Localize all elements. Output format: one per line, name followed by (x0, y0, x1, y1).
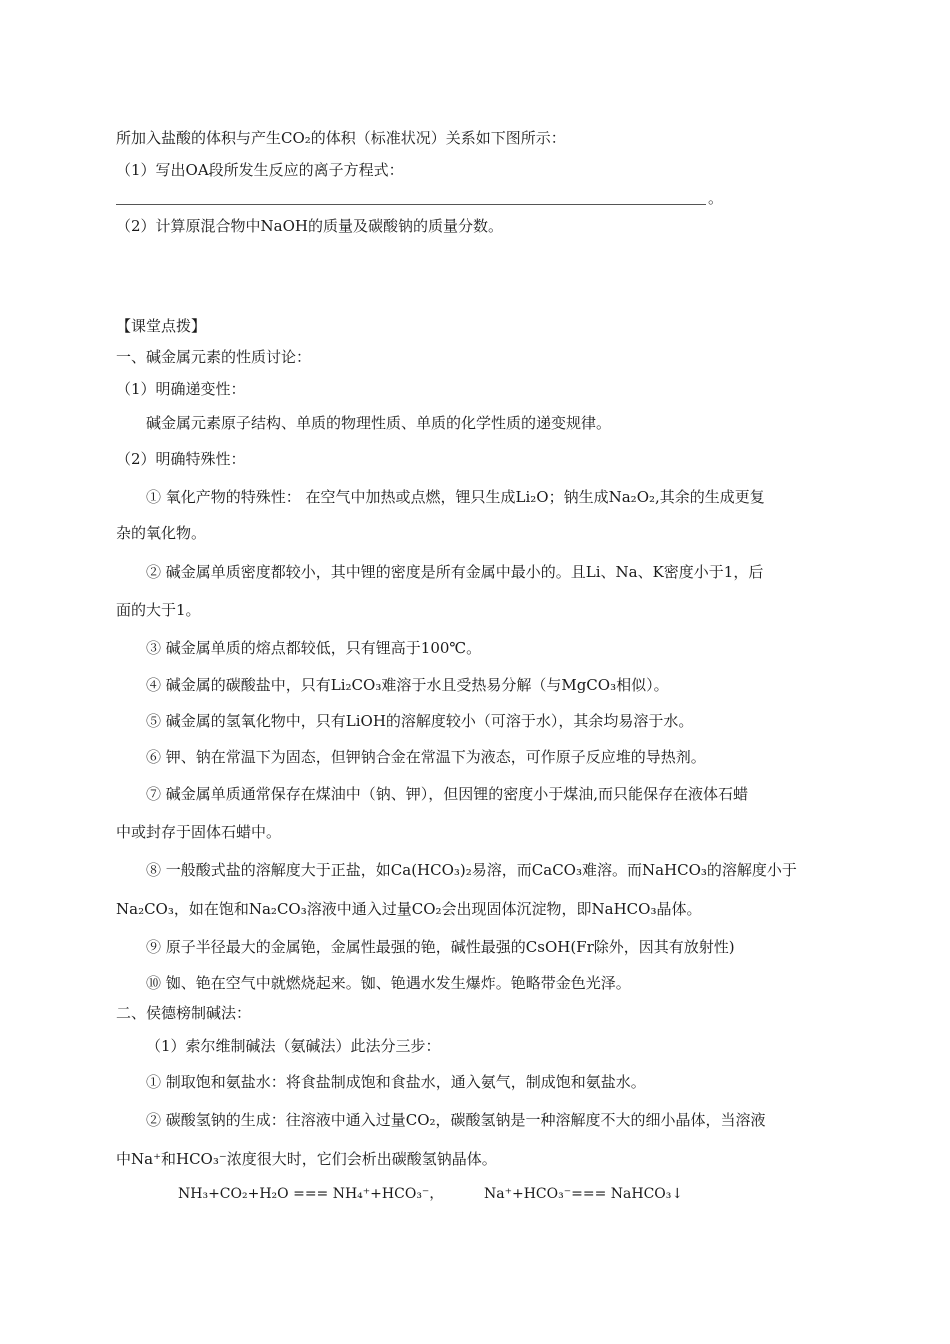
equation-bicarbonate: Na⁺+HCO₃⁻=== NaHCO₃↓ (484, 1186, 684, 1202)
part2-point: ① 制取饱和氨盐水：将食盐制成饱和食盐水，通入氨气，制成饱和氨盐水。 (146, 1073, 646, 1091)
period-mark: 。 (708, 189, 724, 207)
answer-blank-line[interactable] (116, 204, 706, 205)
equation-ammonia: NH₃+CO₂+H₂O === NH₄⁺+HCO₃⁻， (178, 1186, 444, 1202)
question-2: （2）计算原混合物中NaOH的质量及碳酸钠的质量分数。 (116, 217, 503, 235)
point-line: ⑨ 原子半径最大的金属铯，金属性最强的铯，碱性最强的CsOH(Fr除外，因其有放射性) (146, 938, 735, 956)
point-line: ① 氧化产物的特殊性： 在空气中加热或点燃，锂只生成Li₂O；钠生成Na₂O₂,其余的生成更复 (146, 488, 765, 506)
point-line: 杂的氧化物。 (116, 524, 207, 542)
point-line: ⑩ 铷、铯在空气中就燃烧起来。铷、铯遇水发生爆炸。铯略带金色光泽。 (146, 974, 631, 992)
part2-point: ② 碳酸氢钠的生成：往溶液中通入过量CO₂，碳酸氢钠是一种溶解度不大的细小晶体，当溶液 (146, 1111, 766, 1129)
part1-heading: 一、碱金属元素的性质讨论： (116, 348, 312, 366)
point-line: ③ 碱金属单质的熔点都较低，只有锂高于100℃。 (146, 639, 482, 657)
part2-point: 中Na⁺和HCO₃⁻浓度很大时，它们会析出碳酸氢钠晶体。 (116, 1150, 497, 1168)
part1-sub1-text: 碱金属元素原子结构、单质的物理性质、单质的化学性质的递变规律。 (146, 414, 612, 432)
part1-sub2: （2）明确特殊性： (116, 450, 246, 468)
point-line: ⑤ 碱金属的氢氧化物中，只有LiOH的溶解度较小（可溶于水），其余均易溶于水。 (146, 712, 694, 730)
intro-line: 所加入盐酸的体积与产生CO₂的体积（标准状况）关系如下图所示： (116, 129, 566, 147)
point-line: Na₂CO₃，如在饱和Na₂CO₃溶液中通入过量CO₂会出现固体沉淀物，即NaHCO₃晶体。 (116, 900, 702, 918)
point-line: 面的大于1。 (116, 601, 201, 619)
section-title: 【课堂点拨】 (116, 317, 207, 335)
point-line: 中或封存于固体石蜡中。 (116, 823, 282, 841)
point-line: ⑦ 碱金属单质通常保存在煤油中（钠、钾），但因锂的密度小于煤油,而只能保存在液体石蜡 (146, 785, 749, 803)
point-line: ② 碱金属单质密度都较小，其中锂的密度是所有金属中最小的。且Li、Na、K密度小于1，后 (146, 563, 764, 581)
part2-sub1: （1）索尔维制碱法（氨碱法）此法分三步： (146, 1037, 441, 1055)
point-line: ④ 碱金属的碳酸盐中，只有Li₂CO₃难溶于水且受热易分解（与MgCO₃相似）。 (146, 676, 669, 694)
point-line: ⑧ 一般酸式盐的溶解度大于正盐，如Ca(HCO₃)₂易溶，而CaCO₃难溶。而NaHCO₃的溶解度小于 (146, 861, 797, 879)
part1-sub1: （1）明确递变性： (116, 380, 246, 398)
point-line: ⑥ 钾、钠在常温下为固态，但钾钠合金在常温下为液态，可作原子反应堆的导热剂。 (146, 748, 706, 766)
question-1: （1）写出OA段所发生反应的离子方程式： (116, 161, 404, 179)
part2-heading: 二、侯德榜制碱法： (116, 1004, 252, 1022)
